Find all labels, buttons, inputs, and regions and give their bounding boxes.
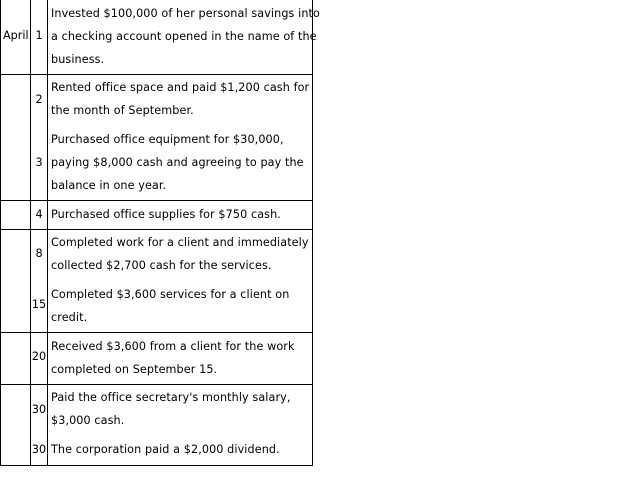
column-divider-month (30, 0, 31, 466)
transaction-description: Purchased office equipment for $30,000, paying $8,000 cash and agreeing to pay the balance in one year. (51, 133, 304, 192)
row-divider (0, 384, 313, 385)
day-number: 4 (35, 208, 43, 221)
day-number: 30 (31, 403, 47, 416)
row-divider (0, 332, 313, 333)
column-divider-day (47, 0, 48, 466)
day-number: 8 (35, 247, 43, 260)
row-divider (0, 74, 313, 75)
transaction-description: Purchased office supplies for $750 cash. (51, 208, 281, 221)
transaction-description: Invested $100,000 of her personal savings into a checking account opened in the name of the business. (51, 7, 320, 66)
day-number: 1 (35, 29, 43, 42)
day-number: 30 (31, 443, 47, 456)
day-number: 2 (35, 93, 43, 106)
transaction-description: Paid the office secretary's monthly salary, $3,000 cash. (51, 391, 291, 427)
table-border-left (0, 0, 1, 466)
transaction-description: Completed work for a client and immediately collected $2,700 cash for the services. (51, 236, 309, 272)
row-divider (0, 229, 313, 230)
transaction-description: Rented office space and paid $1,200 cash for the month of September. (51, 81, 310, 117)
month-label: April (3, 29, 29, 42)
transactions-table (0, 0, 320, 466)
transaction-description: Completed $3,600 services for a client on credit. (51, 288, 290, 324)
day-number: 3 (35, 156, 43, 169)
table-border-bottom (0, 465, 313, 466)
row-divider (0, 200, 313, 201)
transaction-description: Received $3,600 from a client for the work completed on September 15. (51, 340, 295, 376)
day-number: 15 (31, 298, 47, 311)
transaction-description: The corporation paid a $2,000 dividend. (51, 443, 280, 456)
day-number: 20 (31, 350, 47, 363)
